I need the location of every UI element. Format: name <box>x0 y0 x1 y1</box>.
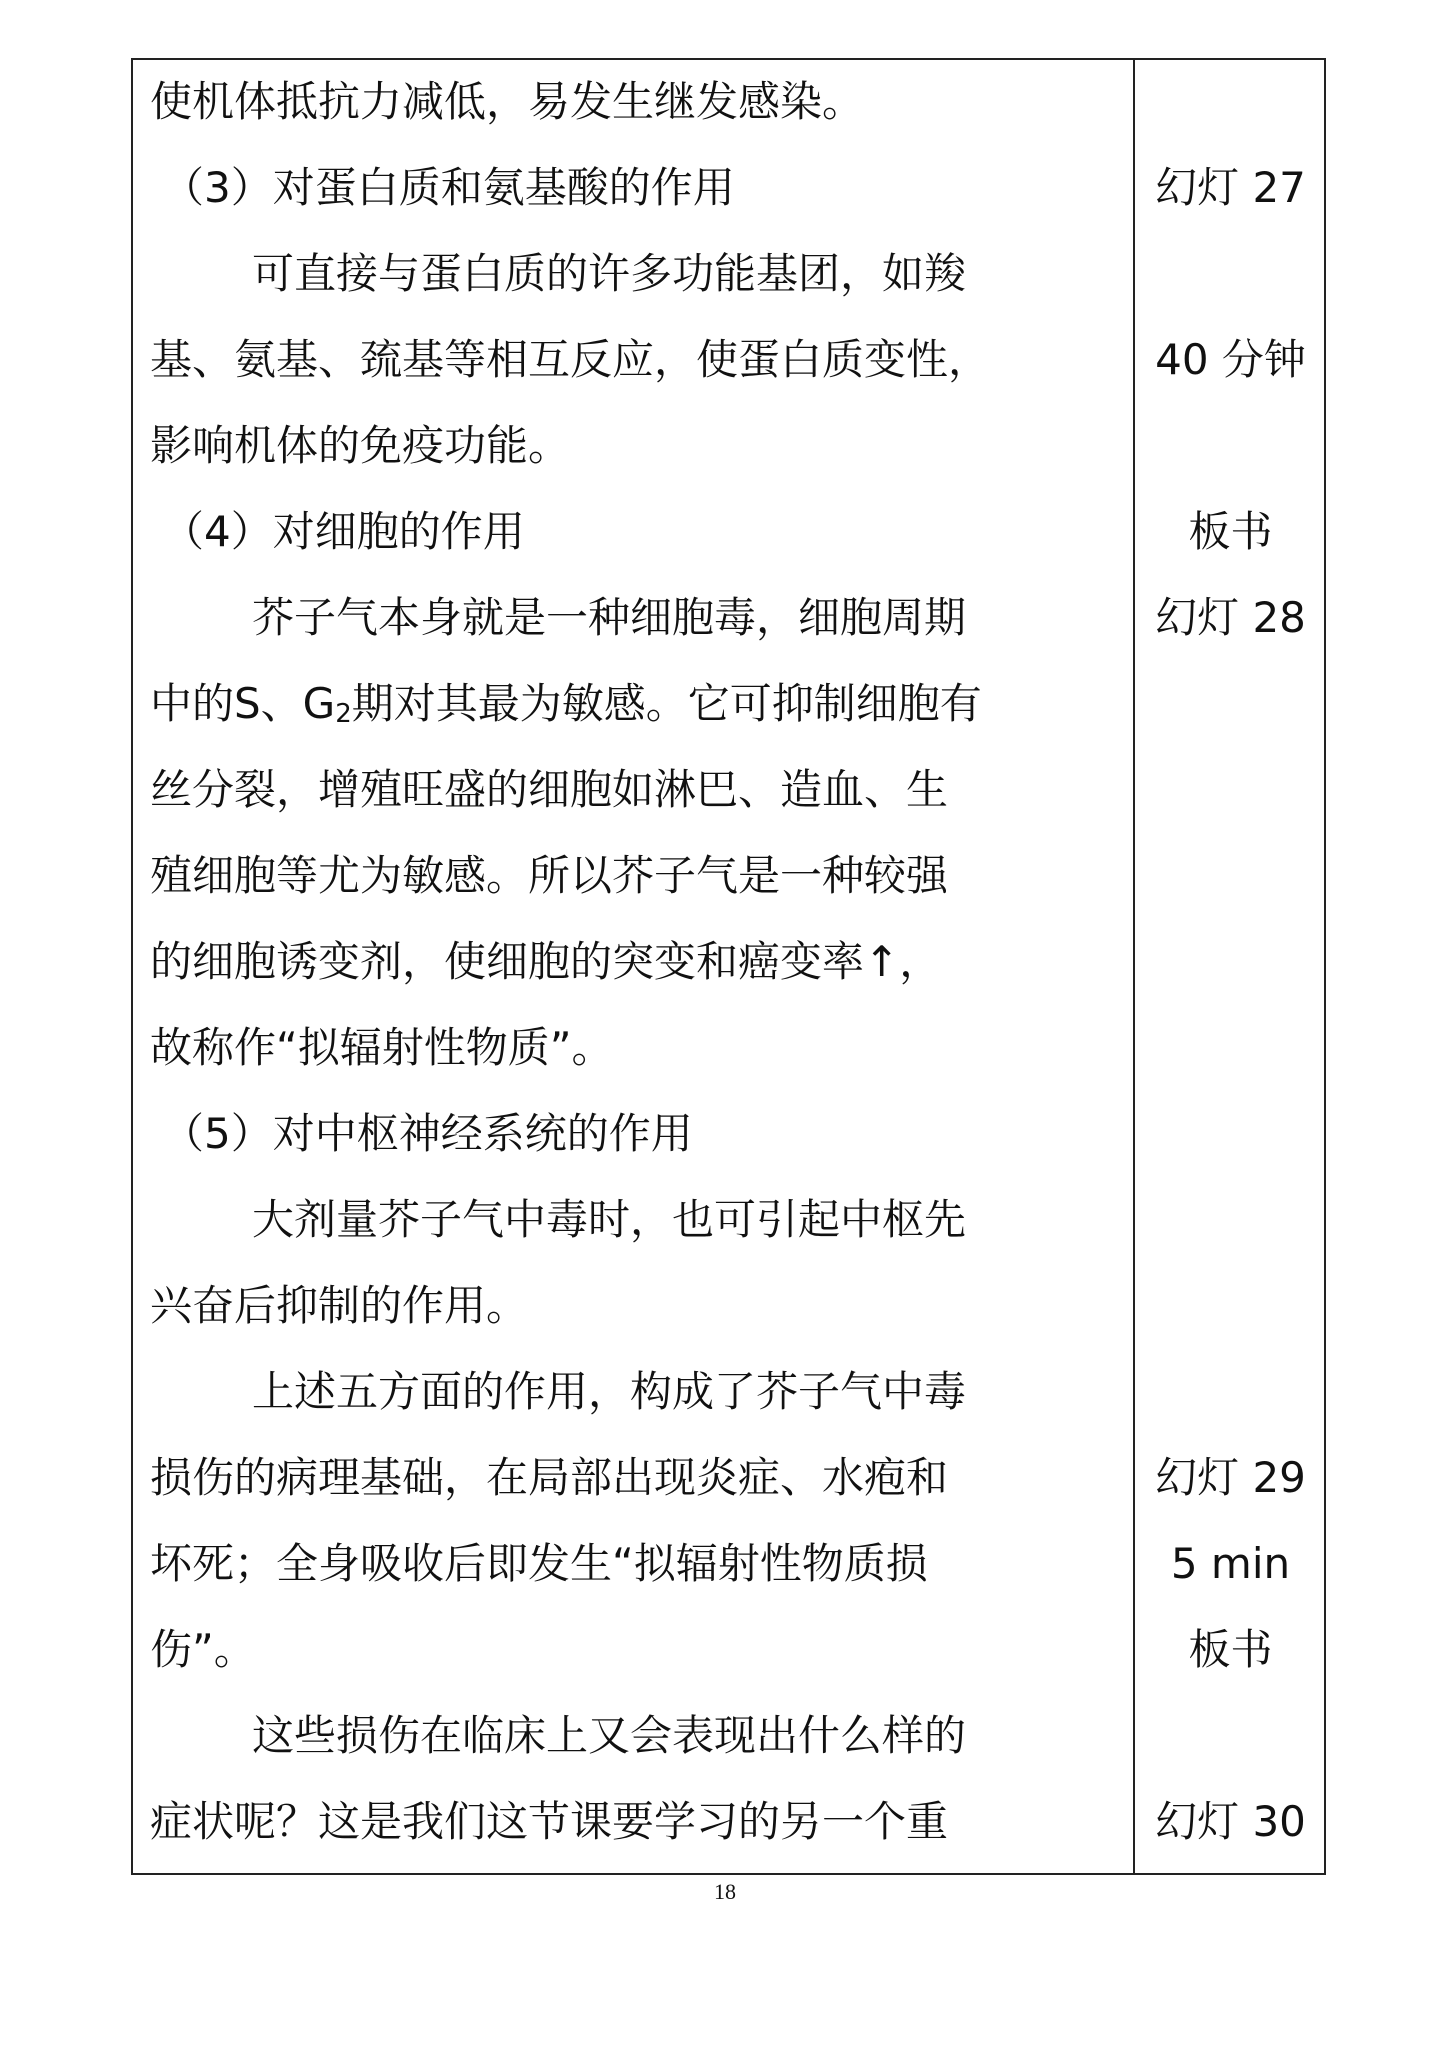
text-line: 损伤的病理基础，在局部出现炎症、水疱和 <box>150 1453 949 1502</box>
text-line: 的细胞诱变剂，使细胞的突变和癌变率↑， <box>150 937 942 986</box>
text-line: 丝分裂，增殖旺盛的细胞如淋巴、造血、生 <box>150 765 949 814</box>
section-heading: （3）对蛋白质和氨基酸的作用 <box>162 163 735 212</box>
page-number: 18 <box>714 1879 736 1904</box>
text-line: 这些损伤在临床上又会表现出什么样的 <box>252 1711 967 1760</box>
side-note: 板书 <box>1188 1625 1273 1674</box>
text-line: 上述五方面的作用，构成了芥子气中毒 <box>252 1367 967 1416</box>
text-line: 使机体抵抗力减低，易发生继发感染。 <box>150 77 865 126</box>
text-line: 坏死；全身吸收后即发生“拟辐射性物质损 <box>150 1539 928 1588</box>
text-line: 影响机体的免疫功能。 <box>150 421 571 470</box>
text-line: 基、氨基、巯基等相互反应，使蛋白质变性， <box>150 335 991 384</box>
side-note: 幻灯 27 <box>1155 163 1306 212</box>
side-note: 5 min <box>1170 1539 1291 1588</box>
subscript: 2 <box>335 699 352 729</box>
side-note: 40 分钟 <box>1155 335 1306 384</box>
section-heading: （5）对中枢神经系统的作用 <box>162 1109 693 1158</box>
side-note: 幻灯 28 <box>1155 593 1306 642</box>
text-line: 伤”。 <box>150 1625 256 1674</box>
text-line: 芥子气本身就是一种细胞毒，细胞周期 <box>252 593 967 642</box>
text-line: 大剂量芥子气中毒时，也可引起中枢先 <box>252 1195 967 1244</box>
text-line: 殖细胞等尤为敏感。所以芥子气是一种较强 <box>150 851 949 900</box>
text-line: 症状呢？这是我们这节课要学习的另一个重 <box>150 1797 949 1846</box>
text-fragment: 中的S、G <box>150 679 336 728</box>
section-heading: （4）对细胞的作用 <box>162 507 525 556</box>
text-line: 可直接与蛋白质的许多功能基团，如羧 <box>252 249 967 298</box>
text-fragment: 期对其最为敏感。它可抑制细胞有 <box>351 679 982 728</box>
side-note: 板书 <box>1188 507 1273 556</box>
text-line: 兴奋后抑制的作用。 <box>150 1281 529 1330</box>
text-line: 故称作“拟辐射性物质”。 <box>150 1023 614 1072</box>
text-line <box>150 674 982 734</box>
side-note: 幻灯 29 <box>1155 1453 1306 1502</box>
side-note: 幻灯 30 <box>1155 1797 1306 1846</box>
